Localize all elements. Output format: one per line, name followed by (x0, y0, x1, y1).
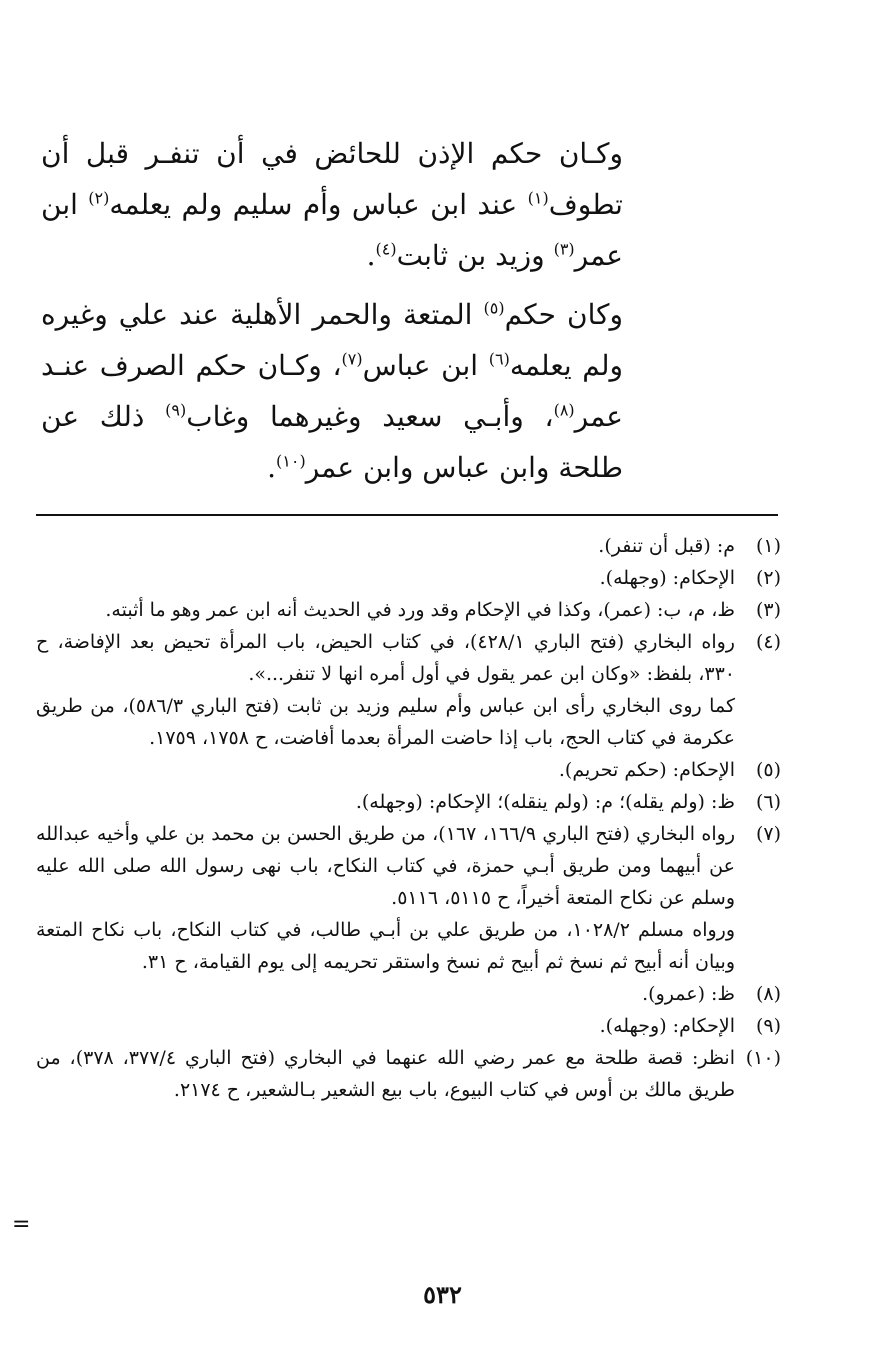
footnote-text (36, 530, 735, 562)
footnote-ref-4: (٤) (375, 239, 397, 259)
continuation-mark: = (12, 1212, 31, 1237)
footnote-line: م: (قبل أن تنفر). (598, 535, 735, 557)
footnotes-list (36, 530, 781, 1106)
footnote-item (36, 786, 781, 818)
footnote-number: (٦) (755, 791, 781, 813)
footnote-ref-6: (٦) (488, 349, 510, 369)
footnote-ref-10: (١٠) (276, 451, 306, 471)
footnote-line: ورواه مسلم ١٠٢٨/٢، من طريق علي بن أبـي طالب، في كتاب النكاح، باب نكاح المتعة وبيان أنه أبيح ثم نسخ ثم أبيح ثم نسخ واستقر تحريمه إلى يوم القيامة، ح ٣١. (36, 919, 735, 973)
footnote-text (36, 594, 735, 626)
footnote-number: (٣) (755, 599, 781, 621)
footnote-ref-3: (٣) (553, 239, 575, 259)
text-segment: ابن عمر (41, 188, 623, 272)
footnote-item (36, 1042, 781, 1106)
main-text (41, 128, 623, 493)
text-segment: وزيد بن ثابت (396, 239, 554, 272)
footnote-item (36, 530, 781, 562)
text-segment: . (267, 451, 277, 484)
footnote-ref-8: (٨) (553, 400, 575, 420)
text-segment: ابن عباس (362, 349, 489, 382)
main-paragraph-1 (41, 128, 623, 281)
footnote-line: الإحكام: (وجهله). (599, 1015, 735, 1037)
footnote-text (36, 1042, 735, 1106)
footnote-item (36, 818, 781, 978)
footnote-line: ظ، م، ب: (عمر)، وكذا في الإحكام وقد ورد في الحديث أنه ابن عمر وهو ما أثبته. (105, 599, 735, 621)
text-segment: . (366, 239, 376, 272)
footnote-item (36, 594, 781, 626)
footnote-number: (٧) (755, 823, 781, 845)
footnote-line: رواه البخاري (فتح الباري ٤٢٨/١)، في كتاب الحيض، باب المرأة تحيض بعد الإفاضة، ح ٣٣٠، بلفظ: «وكان ابن عمر يقول في أول أمره انها لا تنفر...». (36, 631, 735, 685)
footnote-line: الإحكام: (وجهله). (599, 567, 735, 589)
page-number: ٥٣٢ (423, 1280, 462, 1309)
footnote-item (36, 626, 781, 754)
footnote-ref-7: (٧) (341, 349, 363, 369)
footnote-text (36, 754, 735, 786)
text-segment: ذلك عن طلحة وابن عباس وابن عمر (41, 400, 623, 484)
footnote-item (36, 562, 781, 594)
footnote-text (36, 786, 735, 818)
footnote-text (36, 626, 735, 754)
text-segment: المتعة والحمر الأهلية عند علي وغيره ولم يعلمه (41, 298, 623, 382)
footnote-separator (36, 514, 778, 516)
footnote-number: (٢) (755, 567, 781, 589)
footnote-number: (٥) (755, 759, 781, 781)
footnote-ref-5: (٥) (483, 298, 505, 318)
footnote-item (36, 1010, 781, 1042)
text-segment: ، وكـان حكم الصرف عنـد عمر (41, 349, 623, 433)
footnote-number: (٤) (755, 631, 781, 653)
footnote-item (36, 754, 781, 786)
footnote-text (36, 978, 735, 1010)
footnote-item (36, 978, 781, 1010)
text-segment: عند ابن عباس وأم سليم ولم يعلمه (109, 188, 528, 221)
text-segment: وكـان حكم الإذن للحائض في أن تنفـر قبل أن تطوف (41, 137, 623, 221)
footnote-text (36, 818, 735, 978)
footnote-line: انظر: قصة طلحة مع عمر رضي الله عنهما في البخاري (فتح الباري ٣٧٧/٤، ٣٧٨)، من طريق مالك بن أوس في كتاب البيوع، باب بيع الشعير بـالشعير، ح ٢١٧٤. (36, 1047, 736, 1101)
text-segment: وكان حكم (504, 298, 623, 331)
footnote-number: (١٠) (745, 1047, 781, 1069)
footnote-number: (١) (755, 535, 781, 557)
footnote-text (36, 1010, 735, 1042)
footnote-text (36, 562, 735, 594)
footnote-ref-1: (١) (527, 188, 549, 208)
footnote-ref-9: (٩) (165, 400, 187, 420)
main-paragraph-2 (41, 289, 623, 493)
footnote-ref-2: (٢) (88, 188, 110, 208)
footnote-line: رواه البخاري (فتح الباري ١٦٦/٩، ١٦٧)، من طريق الحسن بن محمد بن علي وأخيه عبدالله عن أبيهما ومن طريق أبـي حمزة، في كتاب النكاح، باب نهى رسول الله صلى الله عليه وسلم عن نكاح المتعة أخيراً، ح ٥١١٥، ٥١١٦. (36, 823, 736, 909)
footnote-line: كما روى البخاري رأى ابن عباس وأم سليم وزيد بن ثابت (فتح الباري ٥٨٦/٣)، من طريق عكرمة في كتاب الحج، باب إذا حاضت المرأة بعدما أفاضت، ح ١٧٥٨، ١٧٥٩. (36, 695, 735, 749)
text-segment: ، وأبـي سعيد وغيرهما وغاب (186, 400, 554, 433)
footnote-number: (٨) (755, 983, 781, 1005)
footnote-number: (٩) (755, 1015, 781, 1037)
footnote-line: الإحكام: (حكم تحريم). (558, 759, 735, 781)
footnote-line: ظ: (عمرو). (642, 983, 735, 1005)
footnote-line: ظ: (ولم يقله)؛ م: (ولم ينقله)؛ الإحكام: (وجهله). (355, 791, 735, 813)
